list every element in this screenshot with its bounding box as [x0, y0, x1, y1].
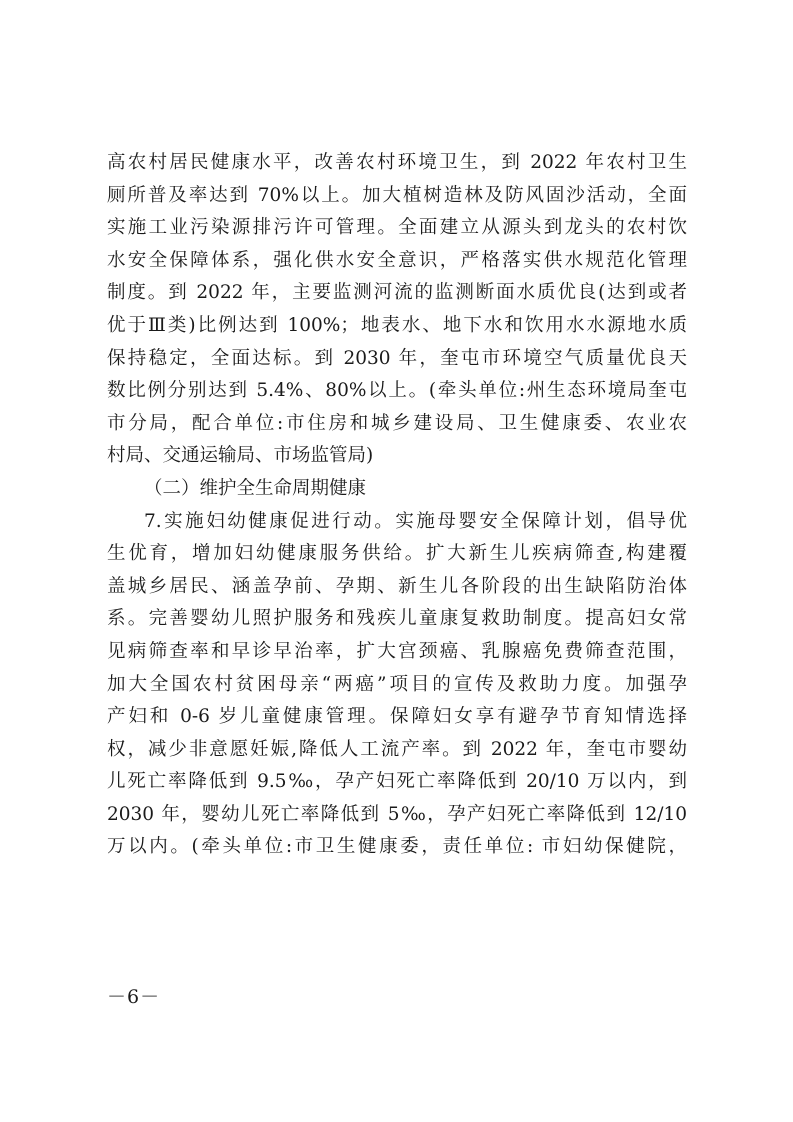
section-heading: （二）维护全生命周期健康: [144, 477, 367, 499]
text-line-16: 见病筛查率和早诊早治率，扩大宫颈癌、乳腺癌免费筛查范围，: [107, 640, 687, 662]
text-line-12: 7.实施妇幼健康促进行动。实施母婴安全保障计划，倡导优: [144, 510, 687, 532]
text-line-20: 儿死亡率降低到 9.5‰，孕产妇死亡率降低到 20/10 万以内，到: [107, 771, 687, 793]
page-number: －6－: [107, 986, 161, 1008]
text-line-14: 盖城乡居民、涵盖孕前、孕期、新生儿各阶段的出生缺陷防治体: [107, 575, 687, 597]
text-line-9: 市分局，配合单位:市住房和城乡建设局、卫生健康委、农业农: [107, 412, 687, 434]
text-line-6: 优于Ⅲ类)比例达到 100%；地表水、地下水和饮用水水源地水质: [107, 314, 687, 336]
text-line-18: 产妇和 0-6 岁儿童健康管理。保障妇女享有避孕节育知情选择: [107, 706, 687, 728]
text-line-21: 2030 年，婴幼儿死亡率降低到 5‰，孕产妇死亡率降低到 12/10: [107, 803, 687, 825]
text-line-17: 加大全国农村贫困母亲“两癌”项目的宣传及救助力度。加强孕: [107, 673, 687, 695]
text-line-22: 万以内。(牵头单位:市卫生健康委，责任单位: 市妇幼保健院，: [107, 836, 687, 858]
text-line-1: 高农村居民健康水平，改善农村环境卫生，到 2022 年农村卫生: [107, 152, 687, 173]
text-line-10: 村局、交通运输局、市场监管局): [107, 445, 374, 467]
text-line-2: 厕所普及率达到 70%以上。加大植树造林及防风固沙活动，全面: [107, 184, 687, 206]
text-line-8: 数比例分别达到 5.4%、80%以上。(牵头单位:州生态环境局奎屯: [107, 380, 687, 402]
text-line-19: 权，减少非意愿妊娠,降低人工流产率。到 2022 年，奎屯市婴幼: [107, 738, 687, 760]
text-line-3: 实施工业污染源排污许可管理。全面建立从源头到龙头的农村饮: [107, 217, 687, 239]
body-text: [107, 147, 687, 864]
text-line-7: 保持稳定，全面达标。到 2030 年，奎屯市环境空气质量优良天: [107, 347, 687, 369]
text-line-5: 制度。到 2022 年，主要监测河流的监测断面水质优良(达到或者: [107, 282, 687, 304]
text-line-13: 生优育，增加妇幼健康服务供给。扩大新生儿疾病筛查,构建覆: [107, 543, 687, 565]
text-line-15: 系。完善婴幼儿照护服务和残疾儿童康复救助制度。提高妇女常: [107, 608, 687, 630]
text-line-4: 水安全保障体系，强化供水安全意识，严格落实供水规范化管理: [107, 249, 687, 271]
